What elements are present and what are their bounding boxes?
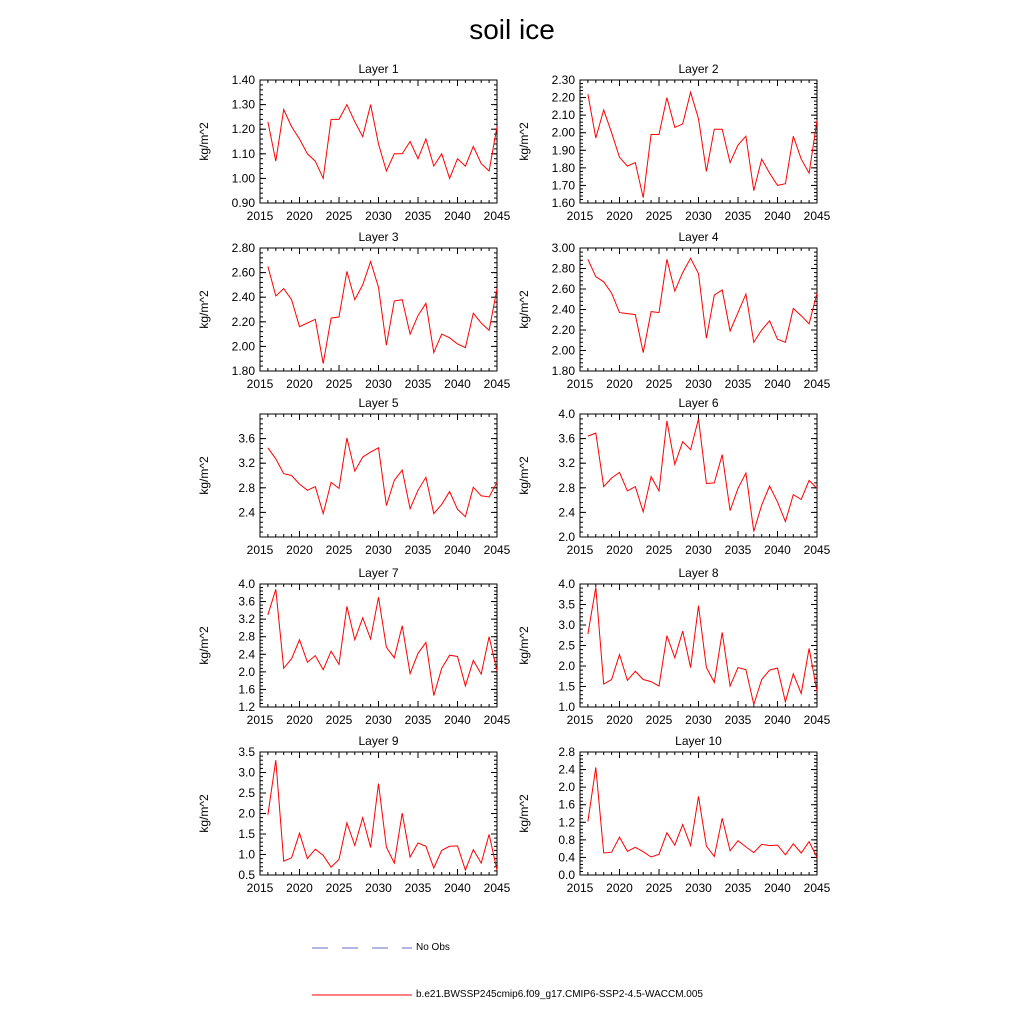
y-tick-label: 2.30 (551, 73, 575, 87)
y-tick-label: 2.00 (231, 339, 255, 354)
x-tick-label: 2035 (724, 377, 752, 391)
x-tick-label: 2030 (365, 209, 392, 223)
chart-title: Layer 4 (678, 230, 719, 244)
plot-frame (580, 584, 817, 707)
x-tick-label: 2045 (483, 713, 511, 727)
x-tick-label: 2020 (606, 377, 633, 391)
y-tick-label: 1.90 (551, 143, 575, 158)
y-axis-label: kg/m^2 (197, 290, 211, 329)
series-line (268, 760, 497, 870)
y-tick-label: 2.00 (551, 125, 575, 140)
x-tick-label: 2030 (365, 713, 392, 727)
x-tick-label: 2040 (764, 713, 791, 727)
chart-title: Layer 10 (675, 734, 722, 748)
y-tick-label: 2.60 (551, 282, 575, 296)
x-tick-label: 2025 (645, 209, 673, 223)
chart-title: Layer 6 (678, 396, 719, 410)
y-tick-label: 2.20 (551, 90, 575, 105)
y-axis-label: kg/m^2 (197, 122, 211, 161)
y-tick-label: 1.5 (238, 827, 255, 841)
x-tick-label: 2020 (606, 881, 633, 895)
x-tick-label: 2015 (246, 713, 274, 727)
y-tick-label: 4.0 (558, 407, 575, 421)
y-tick-label: 2.10 (551, 108, 575, 123)
x-tick-label: 2040 (764, 377, 791, 391)
x-tick-label: 2040 (764, 543, 791, 557)
x-tick-label: 2035 (404, 377, 432, 391)
x-tick-label: 2020 (606, 543, 633, 557)
x-tick-label: 2025 (325, 377, 353, 391)
y-tick-label: 2.20 (551, 323, 575, 337)
y-axis-label: kg/m^2 (517, 290, 531, 329)
x-tick-label: 2035 (724, 543, 752, 557)
y-tick-label: 3.0 (238, 765, 255, 780)
x-tick-label: 2040 (444, 209, 471, 223)
x-tick-label: 2035 (724, 209, 752, 223)
series-line (588, 587, 817, 704)
x-tick-label: 2020 (606, 209, 633, 223)
y-tick-label: 3.6 (558, 431, 575, 446)
x-tick-label: 2025 (645, 543, 673, 557)
series-line (588, 419, 817, 532)
chart-layer-3 (197, 230, 511, 391)
y-tick-label: 1.5 (558, 679, 575, 694)
chart-title: Layer 7 (358, 566, 399, 580)
y-axis-label: kg/m^2 (517, 794, 531, 833)
y-tick-label: 0.90 (231, 196, 255, 210)
y-tick-label: 1.80 (551, 160, 575, 175)
y-tick-label: 2.4 (558, 762, 575, 777)
y-tick-label: 1.2 (238, 700, 255, 714)
series-line (588, 767, 817, 857)
y-tick-label: 1.40 (231, 73, 255, 87)
y-tick-label: 1.0 (238, 847, 255, 862)
y-tick-label: 2.0 (238, 806, 255, 821)
plot-frame (260, 414, 497, 537)
x-tick-label: 2030 (685, 377, 712, 391)
x-tick-label: 2025 (645, 713, 673, 727)
x-tick-label: 2015 (566, 377, 594, 391)
y-tick-label: 0.4 (558, 850, 575, 865)
chart-layer-4 (517, 230, 831, 391)
y-tick-label: 1.6 (238, 682, 255, 697)
y-tick-label: 0.5 (238, 868, 255, 882)
x-tick-label: 2035 (404, 543, 432, 557)
x-tick-label: 2025 (325, 713, 353, 727)
y-tick-label: 1.60 (551, 196, 575, 210)
x-tick-label: 2045 (803, 881, 831, 895)
x-tick-label: 2030 (685, 881, 712, 895)
x-tick-label: 2025 (645, 881, 673, 895)
y-tick-label: 3.2 (558, 456, 575, 471)
series-line (588, 258, 817, 352)
y-tick-label: 3.6 (238, 594, 255, 609)
y-tick-label: 1.70 (551, 178, 575, 193)
x-tick-label: 2045 (483, 881, 511, 895)
x-tick-label: 2020 (286, 713, 313, 727)
x-tick-label: 2035 (724, 881, 752, 895)
y-tick-label: 1.10 (231, 146, 255, 161)
figure-title: soil ice (469, 14, 555, 45)
y-tick-label: 3.2 (238, 456, 255, 471)
x-tick-label: 2045 (803, 209, 831, 223)
x-tick-label: 2025 (645, 377, 673, 391)
x-tick-label: 2035 (404, 881, 432, 895)
y-tick-label: 2.40 (551, 302, 575, 317)
chart-layer-5 (197, 396, 511, 557)
y-tick-label: 2.0 (558, 530, 575, 544)
x-tick-label: 2015 (246, 209, 274, 223)
y-tick-label: 2.00 (551, 343, 575, 358)
y-tick-label: 2.8 (238, 480, 255, 495)
y-tick-label: 1.80 (231, 364, 255, 378)
x-tick-label: 2025 (325, 209, 353, 223)
x-tick-label: 2030 (685, 543, 712, 557)
chart-title: Layer 8 (678, 566, 719, 580)
y-tick-label: 0.0 (558, 868, 575, 882)
x-tick-label: 2030 (365, 881, 392, 895)
x-tick-label: 2030 (365, 543, 392, 557)
y-tick-label: 2.4 (238, 647, 255, 662)
y-tick-label: 3.00 (551, 241, 575, 255)
y-axis-label: kg/m^2 (197, 626, 211, 665)
y-tick-label: 2.0 (558, 780, 575, 795)
y-axis-label: kg/m^2 (517, 122, 531, 161)
y-tick-label: 2.80 (551, 261, 575, 276)
chart-layer-2 (517, 62, 831, 223)
chart-title: Layer 1 (358, 62, 399, 76)
y-axis-label: kg/m^2 (197, 794, 211, 833)
x-tick-label: 2040 (444, 881, 471, 895)
y-tick-label: 4.0 (558, 577, 575, 591)
y-tick-label: 2.60 (231, 265, 255, 280)
plot-frame (260, 584, 497, 707)
series-line (268, 589, 497, 695)
x-tick-label: 2030 (685, 209, 712, 223)
series-line (268, 105, 497, 179)
x-tick-label: 2045 (483, 543, 511, 557)
y-tick-label: 4.0 (238, 577, 255, 591)
chart-layer-6 (517, 396, 831, 557)
x-tick-label: 2035 (404, 209, 432, 223)
x-tick-label: 2020 (286, 543, 313, 557)
series-line (588, 92, 817, 197)
y-axis-label: kg/m^2 (197, 456, 211, 495)
y-tick-label: 2.20 (231, 314, 255, 329)
y-tick-label: 3.6 (238, 431, 255, 446)
y-tick-label: 1.0 (558, 700, 575, 714)
y-tick-label: 3.5 (238, 745, 255, 759)
plot-frame (580, 752, 817, 875)
x-tick-label: 2015 (246, 543, 274, 557)
x-tick-label: 2045 (803, 713, 831, 727)
chart-layer-10 (517, 734, 831, 895)
y-tick-label: 1.20 (231, 122, 255, 137)
x-tick-label: 2030 (685, 713, 712, 727)
y-tick-label: 0.8 (558, 832, 575, 847)
x-tick-label: 2045 (803, 377, 831, 391)
y-tick-label: 1.00 (231, 171, 255, 186)
series-line (268, 262, 497, 364)
y-tick-label: 2.4 (238, 505, 255, 520)
chart-layer-9 (197, 734, 511, 895)
chart-title: Layer 3 (358, 230, 399, 244)
chart-title: Layer 5 (358, 396, 399, 410)
x-tick-label: 2035 (724, 713, 752, 727)
y-axis-label: kg/m^2 (517, 626, 531, 665)
y-tick-label: 3.2 (238, 612, 255, 627)
plot-frame (260, 248, 497, 371)
y-tick-label: 2.8 (558, 480, 575, 495)
x-tick-label: 2040 (444, 377, 471, 391)
x-tick-label: 2025 (325, 881, 353, 895)
y-tick-label: 1.2 (558, 815, 575, 830)
x-tick-label: 2015 (246, 881, 274, 895)
y-tick-label: 2.0 (238, 664, 255, 679)
x-tick-label: 2015 (246, 377, 274, 391)
y-tick-label: 2.40 (231, 290, 255, 305)
y-tick-label: 2.5 (238, 786, 255, 800)
chart-title: Layer 9 (358, 734, 399, 748)
x-tick-label: 2015 (566, 209, 594, 223)
x-tick-label: 2020 (286, 209, 313, 223)
x-tick-label: 2020 (606, 713, 633, 727)
y-tick-label: 1.30 (231, 97, 255, 112)
y-tick-label: 2.8 (238, 629, 255, 644)
chart-layer-7 (197, 566, 511, 727)
x-tick-label: 2020 (286, 881, 313, 895)
x-tick-label: 2035 (404, 713, 432, 727)
series-line (268, 438, 497, 517)
plot-frame (580, 248, 817, 371)
y-tick-label: 2.80 (231, 241, 255, 255)
y-tick-label: 2.4 (558, 505, 575, 520)
y-tick-label: 1.6 (558, 797, 575, 812)
x-tick-label: 2020 (286, 377, 313, 391)
y-tick-label: 2.5 (558, 638, 575, 653)
y-tick-label: 2.8 (558, 745, 575, 759)
x-tick-label: 2040 (444, 543, 471, 557)
x-tick-label: 2025 (325, 543, 353, 557)
x-tick-label: 2015 (566, 713, 594, 727)
y-tick-label: 2.0 (558, 659, 575, 673)
x-tick-label: 2015 (566, 543, 594, 557)
legend-obs-label: No Obs (416, 942, 450, 953)
x-tick-label: 2045 (803, 543, 831, 557)
x-tick-label: 2045 (483, 377, 511, 391)
y-tick-label: 1.80 (551, 364, 575, 378)
x-tick-label: 2015 (566, 881, 594, 895)
chart-layer-1 (197, 62, 511, 223)
x-tick-label: 2030 (365, 377, 392, 391)
y-tick-label: 3.0 (558, 618, 575, 632)
x-tick-label: 2040 (764, 881, 791, 895)
x-tick-label: 2040 (444, 713, 471, 727)
x-tick-label: 2045 (483, 209, 511, 223)
x-tick-label: 2040 (764, 209, 791, 223)
chart-title: Layer 2 (678, 62, 719, 76)
chart-layer-8 (517, 566, 831, 727)
legend-model-label: b.e21.BWSSP245cmip6.f09_g17.CMIP6-SSP2-4.5-WACCM.005 (416, 989, 703, 1000)
y-axis-label: kg/m^2 (517, 456, 531, 495)
y-tick-label: 3.5 (558, 597, 575, 612)
